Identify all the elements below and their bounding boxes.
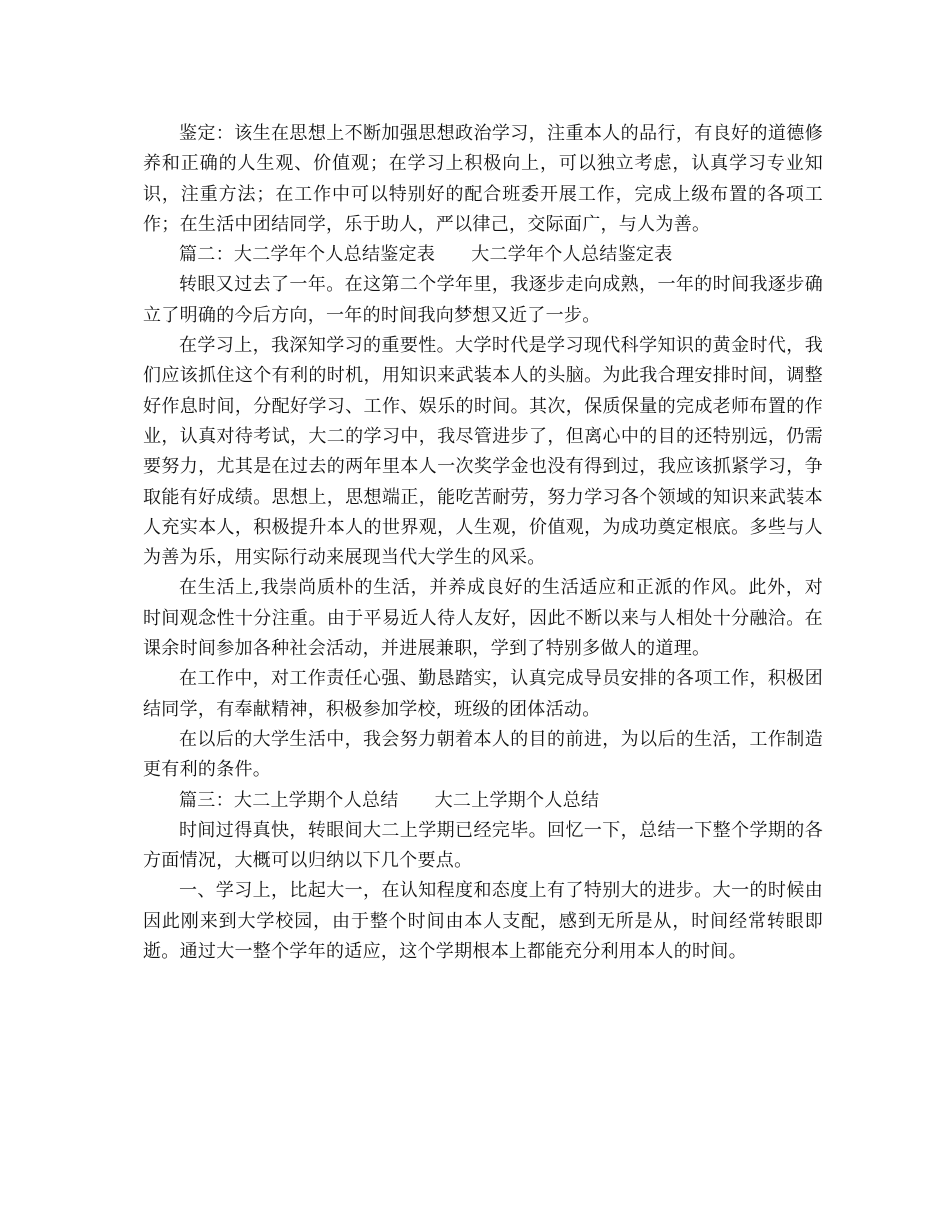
section-heading-part-three-subtitle: 大二上学期个人总结 (434, 789, 600, 811)
paragraph-study: 在学习上，我深知学习的重要性。大学时代是学习现代科学知识的黄金时代，我们应该抓住这个有利的时机，用知识来武装本人的头脑。为此我合理安排时间，调整好作息时间，分配好学习、工作、娱乐的时间。其次，保质保量的完成老师布置的作业，认真对待考试，大二的学习中，我尽管进步了，但离心中的目的还特别远，仍需要努力，尤其是在过去的两年里本人一次奖学金也没有得到过，我应该抓紧学习，争取能有好成绩。思想上，思想端正，能吃苦耐劳，努力学习各个领域的知识来武装本人充实本人，积极提升本人的世界观，人生观，价值观，为成功奠定根底。多些与人为善为乐，用实际行动来展现当代大学生的风采。 (143, 335, 823, 569)
section-heading-part-two-subtitle: 大二学年个人总结鉴定表 (471, 244, 673, 266)
section-heading-part-two-title: 篇二：大二学年个人总结鉴定表 (179, 244, 436, 266)
paragraph-point-one-study: 一、学习上，比起大一，在认知程度和态度上有了特别大的进步。大一的时候由因此刚来到大学校园，由于整个时间由本人支配，感到无所是从，时间经常转眼即逝。通过大一整个学年的适应，这个学期根本上都能充分利用本人的时间。 (143, 880, 823, 963)
paragraph-life: 在生活上,我崇尚质朴的生活，并养成良好的生活适应和正派的作风。此外，对时间观念性十分注重。由于平易近人待人友好，因此不断以来与人相处十分融洽。在课余时间参加各种社会活动，并进展兼职，学到了特别多做人的道理。 (143, 577, 823, 660)
section-heading-part-three (143, 786, 823, 816)
paragraph-work: 在工作中，对工作责任心强、勤恳踏实，认真完成导员安排的各项工作，积极团结同学，有奉献精神，积极参加学校，班级的团体活动。 (143, 668, 823, 720)
paragraph-appraisal: 鉴定：该生在思想上不断加强思想政治学习，注重本人的品行，有良好的道德修养和正确的人生观、价值观；在学习上积极向上，可以独立考虑，认真学习专业知识，注重方法；在工作中可以特别好的配合班委开展工作，完成上级布置的各项工作；在生活中团结同学，乐于助人，严以律己，交际面广，与人为善。 (143, 123, 823, 235)
document-body (143, 119, 823, 967)
paragraph-year-review: 转眼又过去了一年。在这第二个学年里，我逐步走向成熟，一年的时间我逐步确立了明确的今后方向，一年的时间我向梦想又近了一步。 (143, 274, 823, 326)
section-heading-part-three-title: 篇三：大二上学期个人总结 (179, 789, 399, 811)
section-heading-part-two (143, 240, 823, 270)
paragraph-semester-intro: 时间过得真快，转眼间大二上学期已经完毕。回忆一下，总结一下整个学期的各方面情况，大概可以归纳以下几个要点。 (143, 819, 823, 872)
paragraph-future: 在以后的大学生活中，我会努力朝着本人的目的前进，为以后的生活，工作制造更有利的条件。 (143, 728, 823, 781)
